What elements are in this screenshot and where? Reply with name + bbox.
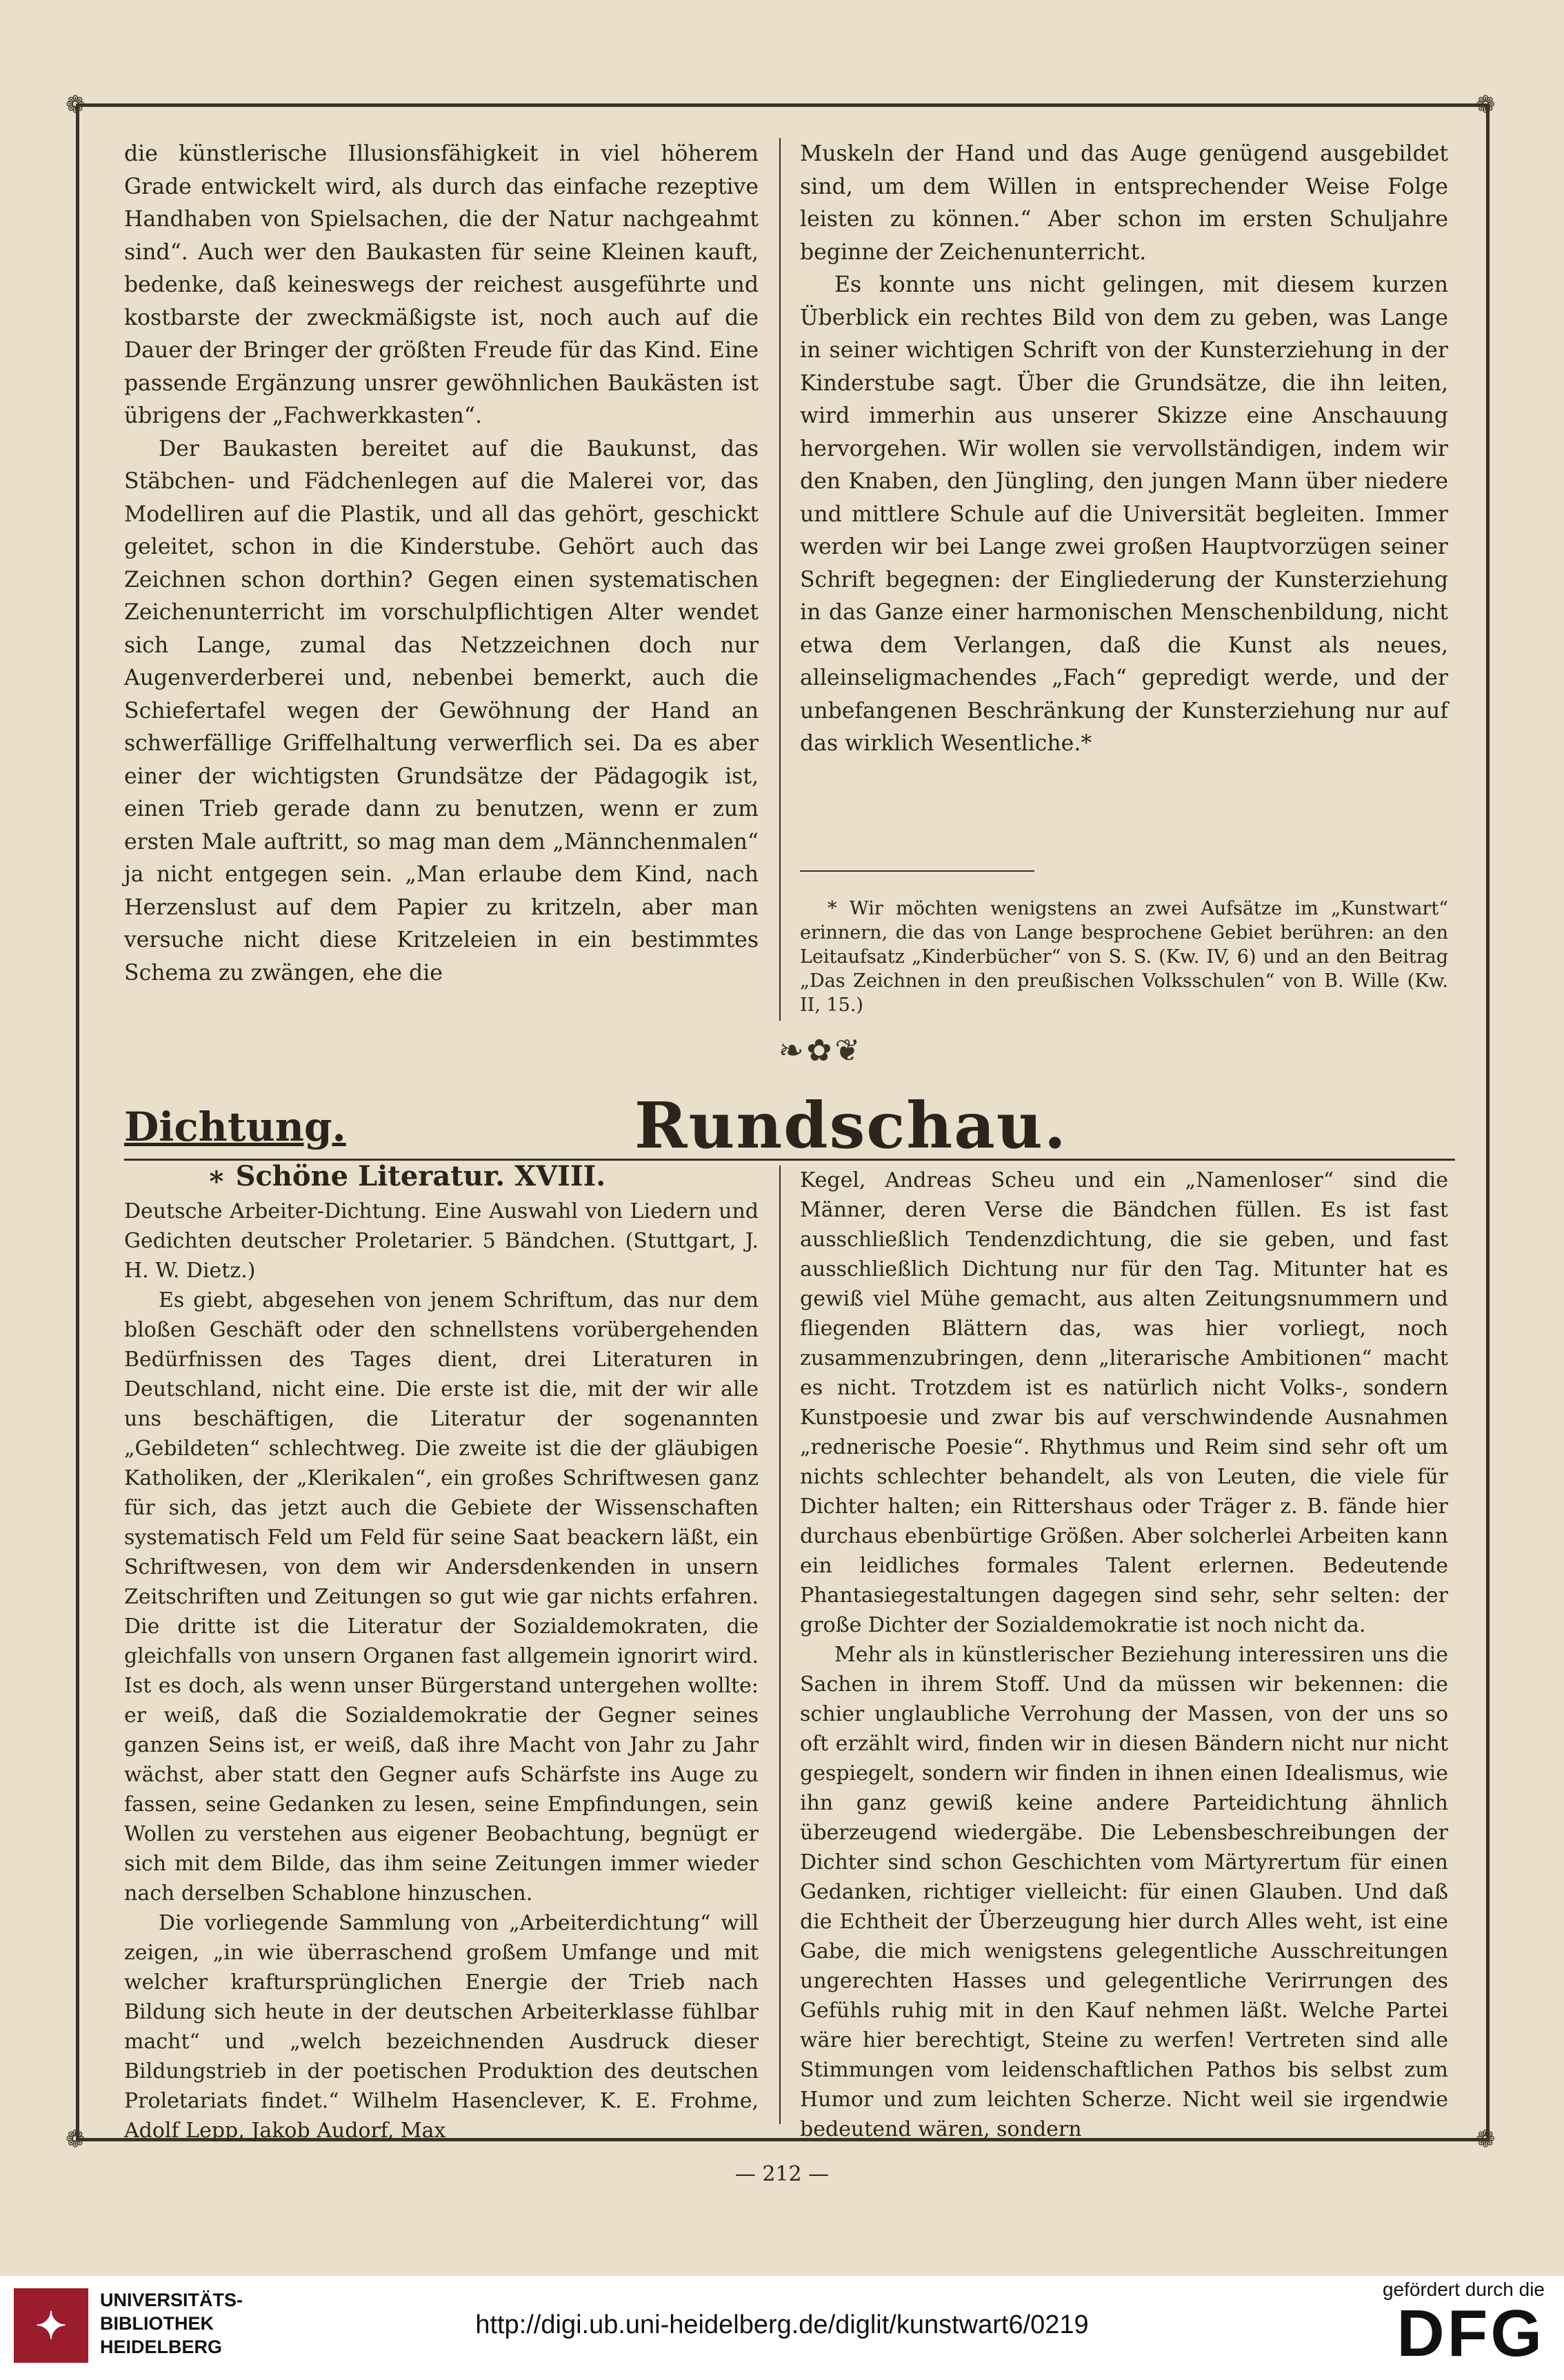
- corner-ornament-icon: ❁: [66, 91, 86, 119]
- paragraph: die künstlerische Illusionsfähigkeit in viel höherem Grade entwickelt wird, als durch das einfache rezeptive Handhaben von Spielsachen, die der Natur nachgeahmt sind“. Auch wer den Baukasten für seine Kleinen kauft, bedenke, daß keineswegs der reichest ausgeführte und kostbarste der zweckmäßigste ist, noch auch auf die Dauer der Bringer der größten Freude für das Kind. Eine passende Ergänzung unsrer gewöhnlichen Baukästen ist übrigens der „Fachwerkkasten“.: [124, 141, 759, 428]
- top-left-column: [124, 138, 759, 990]
- paragraph: Die vorliegende Sammlung von „Arbeiterdichtung“ will zeigen, „in wie überraschend großem Umfange und mit welcher kraftursprünglichen Energie der Trieb nach Bildung sich heute in der deutschen Arbeiterklasse fühlbar macht“ und „welch bezeichnenden Ausdruck dieser Bildungstrieb in der poetischen Produktion des deutschen Proletariats findet.“ Wilhelm Hasenclever, K. E. Frohme, Adolf Lepp, Jakob Audorf, Max: [124, 1911, 759, 2143]
- frame-top-rule: [76, 103, 1490, 107]
- funding-note: gefördert durch die: [1382, 2279, 1545, 2300]
- paragraph: Der Baukasten bereitet auf die Baukunst, das Stäbchen- und Fädchenlegen auf die Malerei vor, das Modelliren auf die Plastik, und all das gehört, geschickt geleitet, schon in die Kinderstube. Gehört auch das Zeichnen schon dorthin? Gegen einen systematischen Zeichenunterricht im vorschulpflichtigen Alter wendet sich Lange, zumal das Netzzeichnen doch nur Augenverderberei und, nebenbei bemerkt, auch die Schiefertafel wegen der Gewöhnung der Hand an schwerfällige Griffelhaltung verwerflich sei. Da es aber einer der wichtigsten Grundsätze der Pädagogik ist, einen Trieb gerade dann zu benutzen, wenn er zum ersten Male auftritt, so mag man dem „Männchenmalen“ ja nicht entgegen sein. „Man erlaube dem Kind, nach Herzenslust auf dem Papier zu kritzeln, aber man versuche nicht diese Kritzeleien in ein bestimmtes Schema zu zwängen, ehe die: [124, 436, 759, 986]
- footnote-rule: [800, 870, 1034, 872]
- paragraph: Kegel, Andreas Scheu und ein „Namenloser“ sind die Männer, deren Verse die Bändchen füllen. Es ist fast ausschließlich Tendenzdichtung, die sie geben, und fast ausschließlich Dichtung nur für den Tag. Mitunter hat es gewiß viel Mühe gemacht, aus alten Zeitungsnummern und fliegenden Blättern das, was hier vorliegt, noch zusammenzubringen, denn „literarische Ambitionen“ macht es nicht. Trotzdem ist es natürlich nicht Volks-, sondern Kunstpoesie und zwar bis auf verschwindende Ausnahmen „rednerische Poesie“. Rhythmus und Reim sind sehr oft um nichts schlechter behandelt, als von Leuten, die viele für Dichter halten; ein Rittershaus oder Träger z. B. fände hier durchaus ebenbürtige Größen. Aber solcherlei Arbeiten kann ein leidliches formales Talent erlernen. Bedeutende Phantasiegestaltungen dagegen sind sehr, sehr selten: der große Dichter der Sozialdemokratie ist noch nicht da.: [800, 1168, 1448, 1637]
- corner-ornament-icon: ❁: [1476, 91, 1496, 119]
- subheading: ∗ Schöne Literatur. XVIII.: [207, 1160, 606, 1192]
- bottom-left-column: [124, 1197, 759, 2146]
- paragraph: Muskeln der Hand und das Auge genügend ausgebildet sind, um dem Willen in entsprechender Weise Folge leisten zu können.“ Aber schon im ersten Schuljahre beginne der Zeichenunterricht.: [800, 141, 1448, 265]
- university-logo-icon: ✦: [14, 2288, 88, 2363]
- permalink[interactable]: http://digi.ub.uni-heidelberg.de/diglit/kunstwart6/0219: [475, 2310, 1089, 2339]
- column-divider-bottom: [779, 1166, 781, 2124]
- dfg-logo: DFG: [1396, 2297, 1545, 2370]
- column-divider-top: [779, 138, 781, 1021]
- frame-right-rule: [1486, 103, 1490, 2141]
- top-right-column: [800, 138, 1448, 761]
- section-title-dichtung: Dichtung.: [124, 1103, 346, 1150]
- paragraph: Es giebt, abgesehen von jenem Schriftum, das nur dem bloßen Geschäft oder den schnellstens vorübergehenden Bedürfnissen des Tages dient, drei Literaturen in Deutschland, nicht eine. Die erste ist die, mit der wir alle uns beschäftigen, die Literatur der sogenannten „Gebildeten“ schlechtweg. Die zweite ist die der gläubigen Katholiken, der „Klerikalen“, ein großes Schriftwesen ganz für sich, das jetzt auch die Gebiete der Wissenschaften systematisch Feld um Feld für seine Saat beackern läßt, ein Schriftwesen, von dem wir Andersdenkenden in unsern Zeitschriften und Zeitungen so gut wie gar nichts erfahren. Die dritte ist die Literatur der Sozialdemokraten, die gleichfalls von unsern Organen fast allgemein ignorirt wird. Ist es doch, als wenn unser Bürgerstand untergehen wollte: er weiß, daß die Sozialdemokratie der Gegner seines ganzen Seins ist, er weiß, daß ihre Macht von Jahr zu Jahr wächst, aber statt den Gegner aufs Schärfste ins Auge zu fassen, seine Gedanken zu lesen, seine Empfindungen, sein Wollen zu verstehen aus eigener Beobachtung, begnügt er sich mit dem Bilde, das ihm seine Zeitungen immer wieder nach derselben Schablone hinzuschen.: [124, 1288, 759, 1906]
- page-number: — 212 —: [734, 2162, 830, 2186]
- footnote: [800, 897, 1448, 1017]
- library-name: UNIVERSITÄTS- BIBLIOTHEK HEIDELBERG: [100, 2290, 243, 2357]
- corner-ornament-icon: ❁: [1476, 2126, 1496, 2153]
- frame-left-rule: [76, 103, 79, 2141]
- paragraph: Mehr als in künstlerischer Beziehung interessiren uns die Sachen in ihrem Stoff. Und da müssen wir bekennen: die schier unglaubliche Verrohung der Massen, von der uns so oft erzählt wird, finden wir in diesen Bändern nicht nur nicht gespiegelt, sondern wir finden in ihnen einen Idealismus, wie ihn ganz gewiß keine andere Parteidichtung ähnlich überzeugend wiedergäbe. Die Lebensbeschreibungen der Dichter sind schon Geschichten vom Märtyrertum für einen Gedanken, richtiger vielleicht: für einen Glauben. Und daß die Echtheit der Überzeugung hier durch Alles weht, ist eine Gabe, die mich wenigstens gelegentliche Ausschreitungen ungerechten Hasses und gelegentliche Verirrungen des Gefühls ruhig mit in den Kauf nehmen läßt. Welche Partei wäre hier berechtigt, Steine zu werfen! Vertreten sind alle Stimmungen vom leidenschaftlichen Pathos bis selbst zum Humor und zum leichten Scherze. Nicht weil sie irgendwie bedeutend wären, sondern: [800, 1643, 1448, 2141]
- section-title-rundschau: Rundschau.: [634, 1088, 1067, 1163]
- divider-ornament-icon: ❧✿❦: [778, 1033, 863, 1068]
- bottom-right-column: [800, 1166, 1448, 2144]
- paragraph: Deutsche Arbeiter-Dichtung. Eine Auswahl von Liedern und Gedichten deutscher Proletarier. 5 Bändchen. (Stuttgart, J. H. W. Dietz.): [124, 1199, 759, 1283]
- paragraph: Es konnte uns nicht gelingen, mit diesem kurzen Überblick ein rechtes Bild von dem zu geben, was Lange in seiner wichtigen Schrift von der Kunsterziehung in der Kinderstube sagt. Über die Grundsätze, die ihn leiten, wird immerhin aus unserer Skizze eine Anschauung hervorgehen. Wir wollen sie vervollständigen, indem wir den Knaben, den Jüngling, den jungen Mann über niedere und mittlere Schule auf die Universität begleiten. Immer werden wir bei Lange zwei großen Hauptvorzügen seiner Schrift begegnen: der Eingliederung der Kunsterziehung in das Ganze einer harmonischen Menschenbildung, nicht etwa dem Verlangen, daß die Kunst als neues, alleinseligmachendes „Fach“ gepredigt werde, und der unbefangenen Beschränkung der Kunsterziehung nur auf das wirklich Wesentliche.*: [800, 272, 1448, 756]
- footnote-text: * Wir möchten wenigstens an zwei Aufsätze im „Kunstwart“ erinnern, die das von Lange besprochene Gebiet berühren: an den Leitaufsatz „Kinderbücher“ von S. S. (Kw. IV, 6) und an den Beitrag „Das Zeichnen in den preußischen Volksschulen“ von B. Wille (Kw. II, 15.): [800, 898, 1448, 1016]
- corner-ornament-icon: ❁: [66, 2126, 86, 2153]
